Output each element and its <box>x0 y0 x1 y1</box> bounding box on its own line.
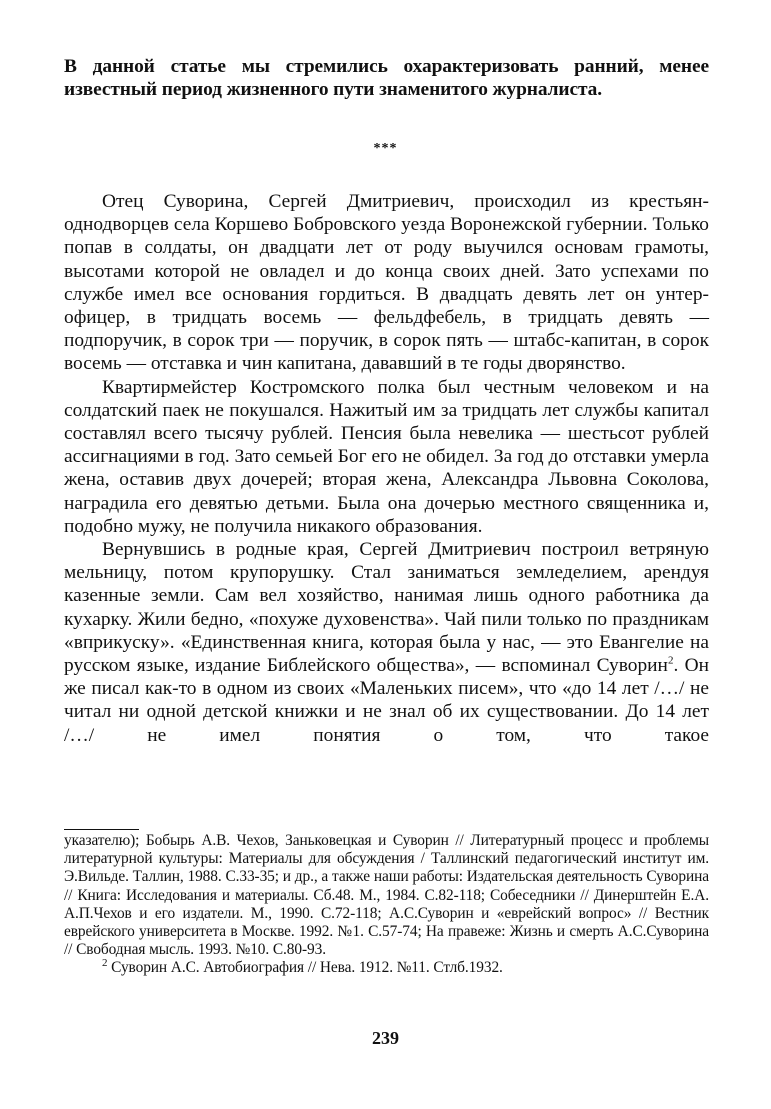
section-separator: *** <box>373 141 398 156</box>
footnote-2 <box>64 959 709 977</box>
paragraph-return-home <box>64 538 709 747</box>
paragraph-father-origin: Отец Суворина, Сергей Дмитриевич, происходил из крестьян-однодворцев села Коршево Бобровского уезда Воронежской губернии. Только попав в солдаты, он двадцати лет от роду выучился основам грамоты, высотами которой не овладел и до конца своих дней. Зато успехами по службе имел все основания гордиться. В двадцать девять лет он унтер-офицер, в тридцать восемь — фельдфебель, в тридцать девять — подпоручик, в сорок три — поручик, в сорок пять — штабс-капитан, в сорок восемь — отставка и чин капитана, дававший в те годы дворянство. <box>64 191 709 375</box>
footnote-2-text: Суворин А.С. Автобиография // Нева. 1912. №11. Стлб.1932. <box>111 959 503 977</box>
paragraph-quartermaster: Квартирмейстер Костромского полка был честным человеком и на солдатский паек не покушался. Нажитый им за тридцать лет службы капитал составлял всего тысячу рублей. Пенсия была невелика — шестьсот рублей ассигнациями в год. Зато семьей Бог его не обидел. За год до отставки умерла жена, оставив двух дочерей; вторая жена, Александра Львовна Соколова, наградила его девятью детьми. Была она дочерью местного священника и, подобно мужу, не получила никакого образования. <box>64 376 709 537</box>
footnote-reference: 2 <box>667 654 674 667</box>
intro-paragraph: В данной статье мы стремились охарактеризовать ранний, менее известный период жизненного пути знаменитого журналиста. <box>64 56 709 100</box>
paragraph-text-after-ref: . Он же писал как-то в одном из своих «Маленьких писем», что «до 14 лет /…/ не читал ни одной детской книжки и не знал об их существовании. До 14 лет /…/ не имел понятия о том, что такое <box>64 655 709 746</box>
footnote-continuation: указателю); Бобырь А.В. Чехов, Заньковецкая и Суворин // Литературный процесс и проблемы литературной культуры: Материалы для обсуждения / Таллинский педагогический институт им. Э.Вильде. Таллин, 1988. С.33-35; и др., а также наши работы: Издательская деятельность Суворина // Книга: Исследования и материалы. Сб.48. М., 1984. С.82-118; Собеседники // Динерштейн Е.А. А.П.Чехов и его издатели. М., 1990. С.72-118; А.С.Суворин и «еврейский вопрос» // Вестник еврейского университета в Москве. 1992. №1. С.57-74; На правеже: Жизнь и смерть А.С.Суворина // Свободная мысль. 1993. №10. С.80-93. <box>64 832 709 959</box>
footnote-rule <box>64 829 139 830</box>
footnotes <box>64 832 709 978</box>
footnote-2-marker: 2 <box>102 957 108 970</box>
main-text <box>64 190 709 747</box>
page-number: 239 <box>372 1028 399 1048</box>
paragraph-text-before-ref: Вернувшись в родные края, Сергей Дмитриевич построил ветряную мельницу, потом крупорушку. Стал заниматься земледелием, арендуя казенные земли. Сам вел хозяйство, нанимая лишь одного работника да кухарку. Жили бедно, «похуже духовенства». Чай пили только по праздникам «вприкуску». «Единственная книга, которая была у нас, — это Евангелие на русском языке, издание Библейского общества», — вспоминал Суворин <box>64 539 709 677</box>
